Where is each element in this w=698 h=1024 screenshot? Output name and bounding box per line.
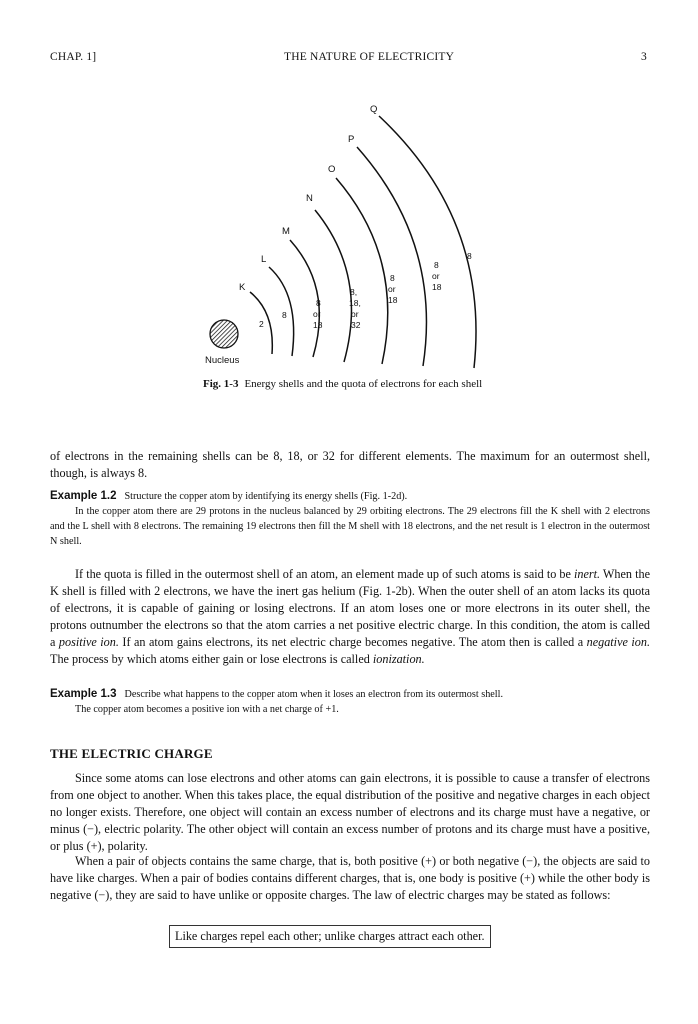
quota-p-line: or xyxy=(432,271,440,281)
quota-m-line: 8 xyxy=(316,298,321,308)
example-1-3-question: Describe what happens to the copper atom when it loses an electron from its outermost shell. xyxy=(124,689,504,700)
quota-o-line: or xyxy=(388,284,396,294)
quota-k: 2 xyxy=(259,319,264,329)
quota-n-line: or xyxy=(351,309,359,319)
header-title: THE NATURE OF ELECTRICITY xyxy=(284,51,455,63)
text-run: If an atom gains electrons, its net electric charge becomes negative. The atom then is called a xyxy=(118,635,587,649)
example-1-2 xyxy=(50,489,650,549)
example-1-2-title: Example 1.2 xyxy=(50,490,117,502)
term-negative-ion: negative ion. xyxy=(586,635,650,649)
paragraph-charge-1: Since some atoms can lose electrons and other atoms can gain electrons, it is possible to cause a transfer of electrons from one object to another. When this takes place, the equal distribution of the positive and negative charges in each object no longer exists. Therefore, one object will contain an excess number of electrons and its charge must have a negative, or minus (−), electric polarity. The other object will contain an excess number of protons and its charge must have a positive, or plus (+), polarity. xyxy=(50,771,650,853)
nucleus-label: Nucleus xyxy=(205,355,240,366)
shell-arc-n xyxy=(315,210,351,362)
shell-arc-p xyxy=(357,147,426,366)
shell-arc-o xyxy=(336,178,388,364)
quota-p-line: 8 xyxy=(434,260,439,270)
shell-label-n: N xyxy=(306,193,313,204)
quota-n-line: 18, xyxy=(349,298,361,308)
quota-o-line: 8 xyxy=(390,273,395,283)
figure-caption-label: Fig. 1-3 xyxy=(203,378,239,390)
paragraph-continuation: of electrons in the remaining shells can be 8, 18, or 32 for different elements. The maximum for an outermost shell, though, is always 8. xyxy=(50,449,650,480)
text-run: When the K shell is filled with 2 electrons, we have the inert gas helium (Fig. 1-2b). When the outer shell of an atom lacks its quota of electrons, it is capable of gaining or losing electrons. If an atom loses one or more electrons in its outer shell, the protons outnumber the electrons so that the atom carries a net positive electric charge. In this condition, the atom is called a xyxy=(50,567,650,649)
example-1-2-answer: In the copper atom there are 29 protons in the nucleus balanced by 29 orbiting electrons. The 29 electrons fill the K shell with 2 electrons and the L shell with 8 electrons. The remaining 19 electrons then fill the M shell with 18 electrons, and the net result is 1 electron in the outermost N shell. xyxy=(50,506,650,547)
figure-caption xyxy=(203,377,513,392)
section-heading: THE ELECTRIC CHARGE xyxy=(50,746,213,761)
paragraph-ionization xyxy=(50,566,650,668)
example-1-3 xyxy=(50,687,650,717)
quota-l: 8 xyxy=(282,310,287,320)
energy-shells-figure xyxy=(0,0,698,420)
example-1-3-answer: The copper atom becomes a positive ion with a net charge of +1. xyxy=(75,704,339,715)
law-of-charges-box: Like charges repel each other; unlike charges attract each other. xyxy=(169,925,491,948)
quota-m-line: 18 xyxy=(313,320,323,330)
page-number: 3 xyxy=(641,51,647,63)
shell-arc-m xyxy=(290,240,319,357)
shell-arc-q xyxy=(379,116,476,368)
quota-p-line: 18 xyxy=(432,282,442,292)
figure-caption-text: Energy shells and the quota of electrons for each shell xyxy=(244,378,483,390)
shell-label-k: K xyxy=(239,282,246,293)
text-run: The process by which atoms either gain or lose electrons is called xyxy=(50,652,373,666)
quota-o-line: 18 xyxy=(388,295,398,305)
term-inert: inert. xyxy=(573,567,601,581)
example-1-2-question: Structure the copper atom by identifying its energy shells (Fig. 1-2d). xyxy=(124,491,408,502)
term-ionization: ionization. xyxy=(372,652,425,666)
term-positive-ion: positive ion. xyxy=(58,635,119,649)
nucleus-symbol xyxy=(210,320,238,348)
shell-label-l: L xyxy=(261,254,267,265)
header-chapter: CHAP. 1] xyxy=(50,51,97,63)
shell-arcs xyxy=(250,116,476,368)
quota-q: 8 xyxy=(467,251,472,261)
text-run: If the quota is filled in the outermost shell of an atom, an element made up of such atoms is said to be xyxy=(75,567,574,581)
shell-label-q: Q xyxy=(370,104,378,115)
shell-label-m: M xyxy=(282,226,290,237)
example-1-3-title: Example 1.3 xyxy=(50,688,117,700)
shell-label-p: P xyxy=(348,134,355,145)
quota-m-line: or xyxy=(313,309,321,319)
quota-n-line: 32 xyxy=(351,320,361,330)
shell-label-o: O xyxy=(328,164,336,175)
quota-n-line: 8, xyxy=(350,287,358,297)
paragraph-charge-2: When a pair of objects contains the same charge, that is, both positive (+) or both negative (−), the objects are said to have like charges. When a pair of bodies contains different charges, that is, one body is positive (+) while the other body is negative (−), they are said to have unlike or opposite charges. The law of electric charges may be stated as follows: xyxy=(50,854,650,902)
